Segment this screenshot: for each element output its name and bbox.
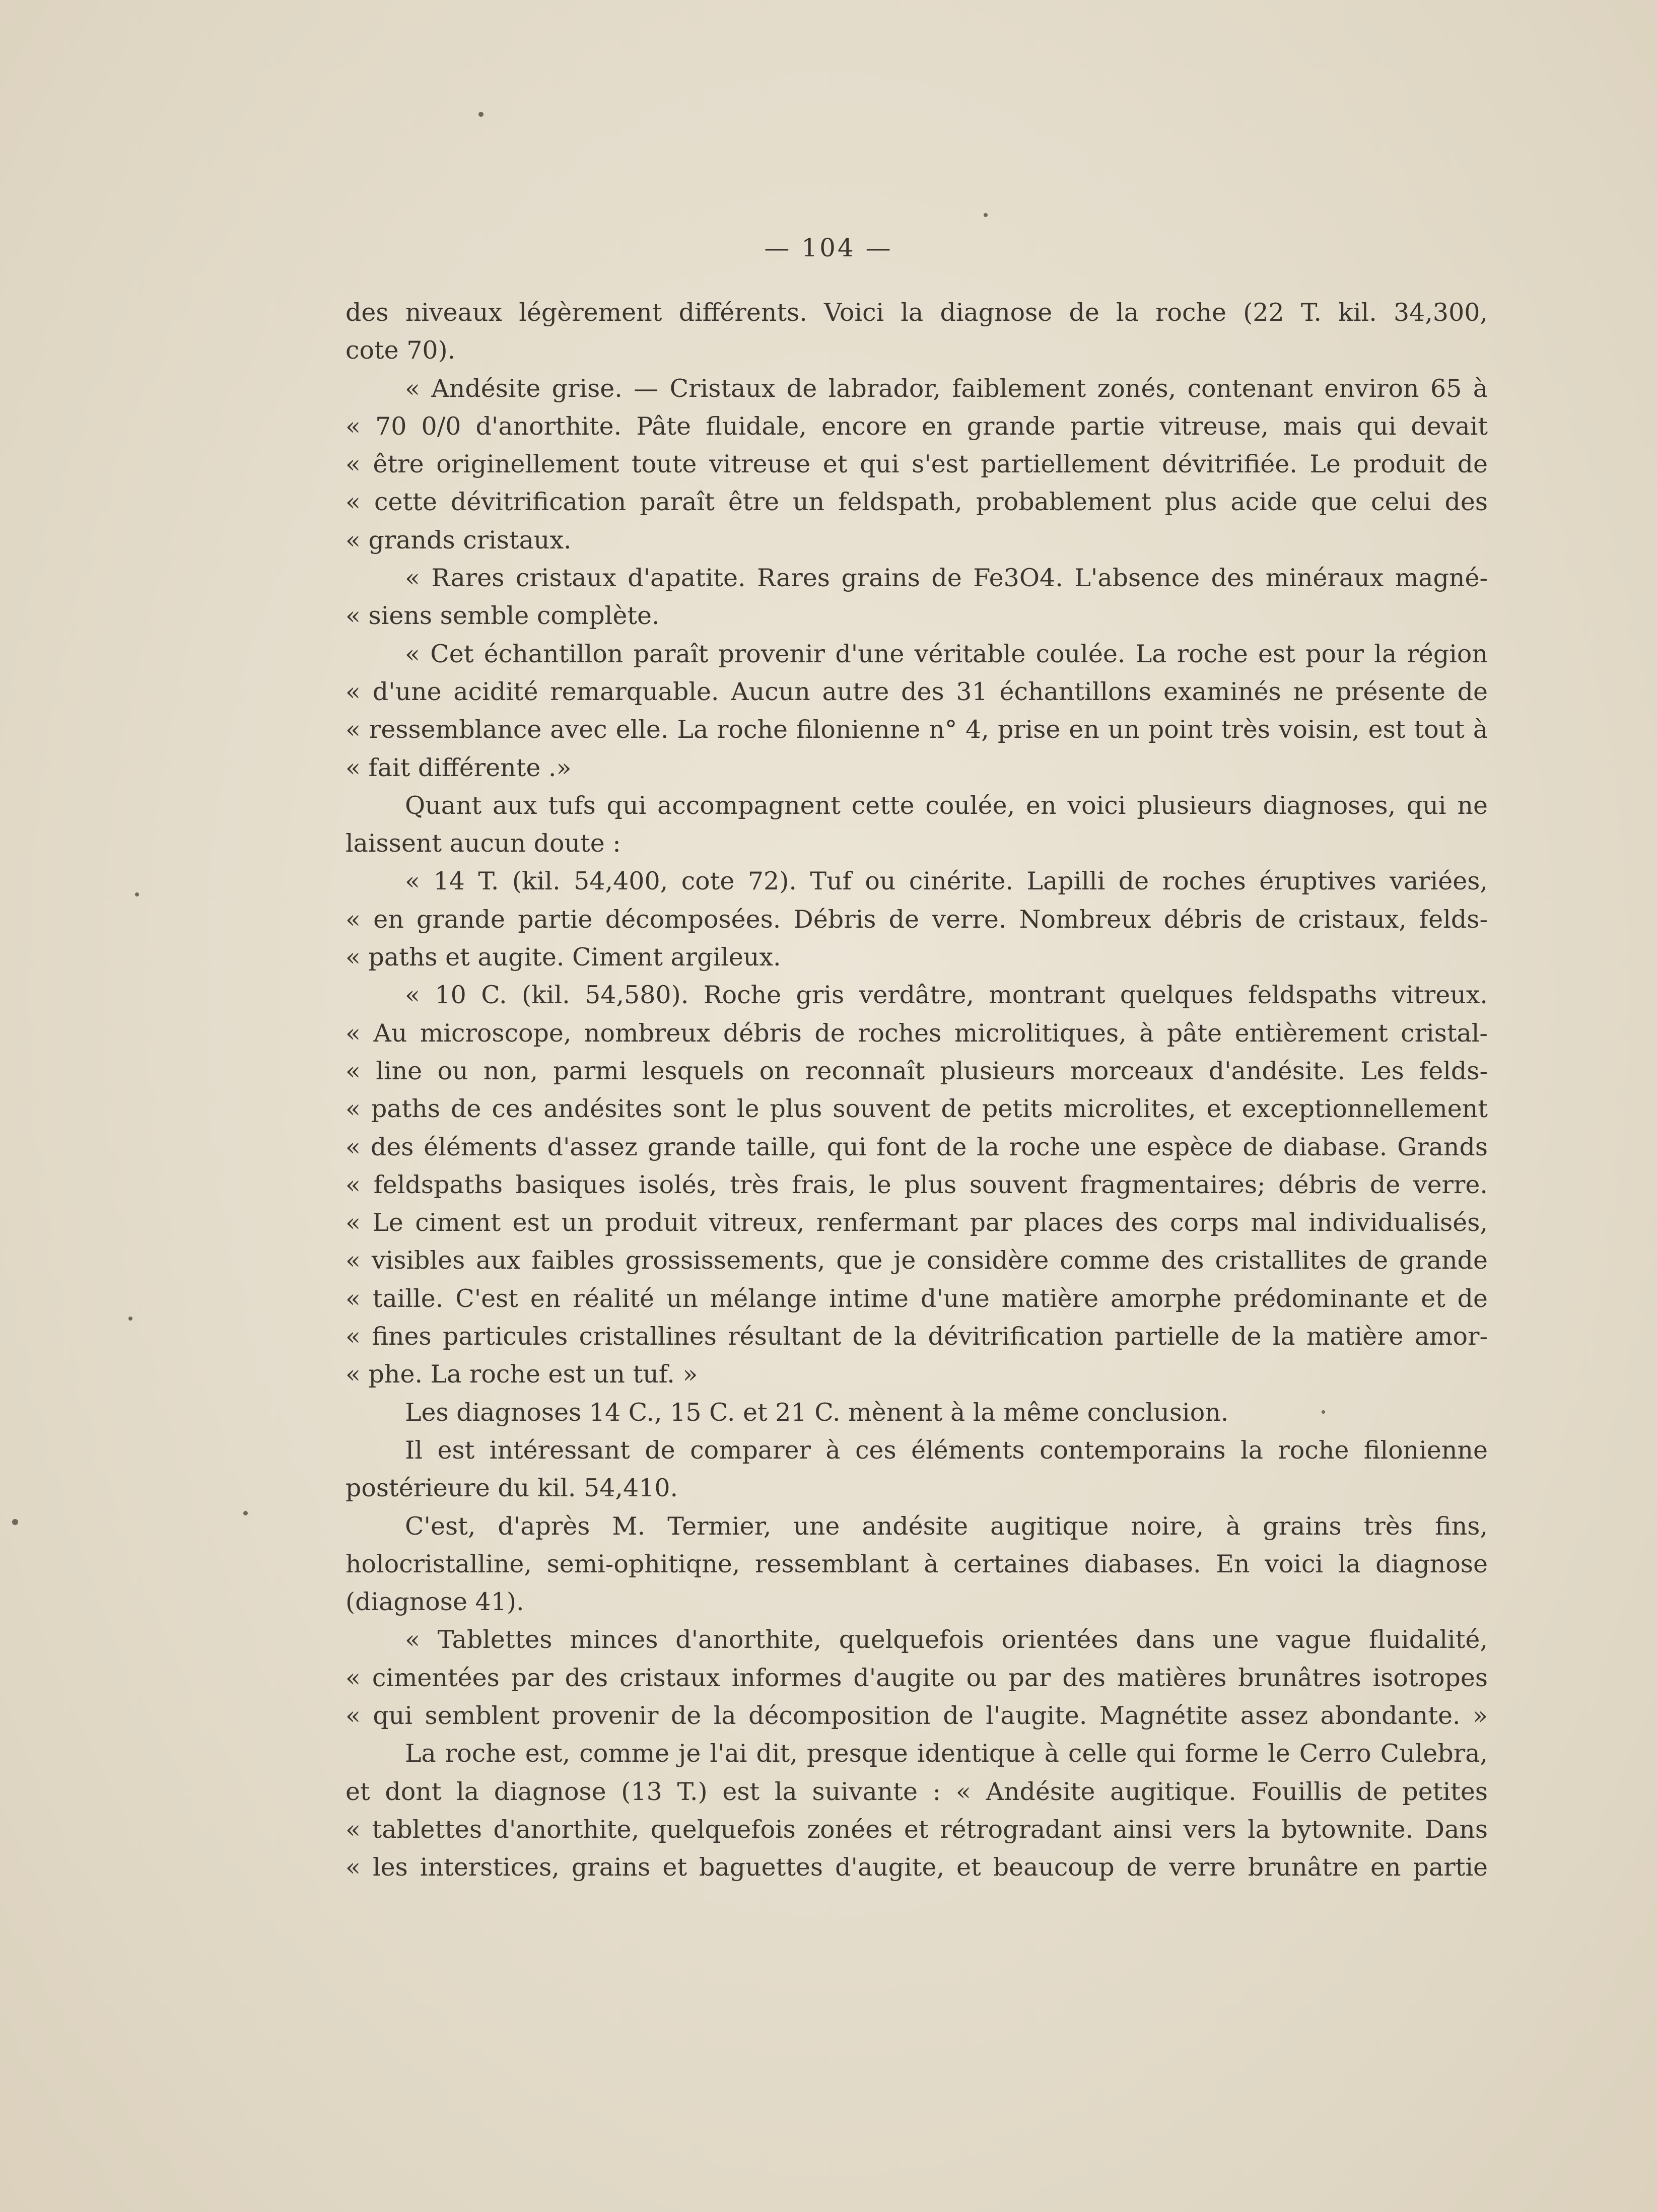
text-line: « cimentées par des cristaux informes d'augite ou par des matières brunâtres isotropes: [346, 1663, 1488, 1692]
paper-speck: [478, 112, 484, 117]
paper-speck: [135, 892, 139, 896]
text-line: « d'une acidité remarquable. Aucun autre des 31 échantillons examinés ne présente de: [346, 677, 1488, 706]
paper-speck: [984, 213, 988, 217]
text-line: « line ou non, parmi lesquels on reconnaît plusieurs morceaux d'andésite. Les felds-: [346, 1056, 1488, 1085]
text-line: « fines particules cristallines résultant de la dévitrification partielle de la matière amor-: [346, 1322, 1488, 1351]
text-line: « siens semble complète.: [346, 601, 660, 631]
text-line: « feldspaths basiques isolés, très frais, le plus souvent fragmentaires; débris de verre.: [346, 1170, 1488, 1199]
text-line: C'est, d'après M. Termier, une andésite augitique noire, à grains très fins,: [405, 1511, 1488, 1541]
text-line: « être originellement toute vitreuse et qui s'est partiellement dévitrifiée. Le produit de: [346, 450, 1488, 479]
text-line: Quant aux tufs qui accompagnent cette coulée, en voici plusieurs diagnoses, qui ne: [405, 791, 1488, 820]
paper-speck: [12, 1519, 18, 1525]
text-line: et dont la diagnose (13 T.) est la suivante : « Andésite augitique. Fouillis de petites: [346, 1777, 1488, 1806]
text-line: « Andésite grise. — Cristaux de labrador, faiblement zonés, contenant environ 65 à: [405, 374, 1488, 403]
text-line: « phe. La roche est un tuf. »: [346, 1360, 698, 1389]
text-line: holocristalline, semi-ophitiqne, ressemblant à certaines diabases. En voici la diagnose: [346, 1549, 1488, 1578]
text-line: « qui semblent provenir de la décomposition de l'augite. Magnétite assez abondante. »: [346, 1701, 1488, 1730]
text-line: « des éléments d'assez grande taille, qui font de la roche une espèce de diabase. Grands: [346, 1132, 1488, 1161]
text-line: « en grande partie décomposées. Débris de verre. Nombreux débris de cristaux, felds-: [346, 905, 1488, 934]
text-line: Les diagnoses 14 C., 15 C. et 21 C. mènent à la même conclusion.: [405, 1398, 1229, 1427]
text-line: des niveaux légèrement différents. Voici la diagnose de la roche (22 T. kil. 34,300,: [346, 298, 1488, 327]
text-line: « visibles aux faibles grossissements, que je considère comme des cristallites de grande: [346, 1246, 1488, 1275]
text-line: « Cet échantillon paraît provenir d'une véritable coulée. La roche est pour la région: [405, 639, 1488, 668]
text-line: « Tablettes minces d'anorthite, quelquefois orientées dans une vague fluidalité,: [405, 1625, 1488, 1654]
text-line: cote 70).: [346, 336, 456, 365]
text-line: Il est intéressant de comparer à ces éléments contemporains la roche filonienne: [405, 1435, 1488, 1465]
text-line: « 70 0/0 d'anorthite. Pâte fluidale, encore en grande partie vitreuse, mais qui devait: [346, 411, 1488, 441]
text-line: « taille. C'est en réalité un mélange intime d'une matière amorphe prédominante et de: [346, 1284, 1488, 1313]
text-line: postérieure du kil. 54,410.: [346, 1474, 678, 1503]
text-line: « grands cristaux.: [346, 525, 572, 555]
text-line: « paths et augite. Ciment argileux.: [346, 943, 781, 972]
text-line: (diagnose 41).: [346, 1587, 524, 1617]
text-line: « 10 C. (kil. 54,580). Roche gris verdâtre, montrant quelques feldspaths vitreux.: [405, 981, 1488, 1010]
text-line: La roche est, comme je l'ai dit, presque identique à celle qui forme le Cerro Culebra,: [405, 1739, 1488, 1768]
text-line: « Rares cristaux d'apatite. Rares grains de Fe3O4. L'absence des minéraux magné-: [405, 564, 1488, 593]
text-line: « 14 T. (kil. 54,400, cote 72). Tuf ou cinérite. Lapilli de roches éruptives variées,: [405, 867, 1488, 896]
body-text: [346, 294, 1488, 1886]
text-line: « ressemblance avec elle. La roche filonienne n° 4, prise en un point très voisin, est tout à: [346, 715, 1488, 744]
text-line: « paths de ces andésites sont le plus souvent de petits microlites, et exceptionnellement: [346, 1094, 1488, 1124]
text-line: « Le ciment est un produit vitreux, renfermant par places des corps mal individualisés,: [346, 1208, 1488, 1237]
page-number: — 104 —: [764, 233, 893, 262]
paper-speck: [128, 1317, 132, 1321]
text-line: « Au microscope, nombreux débris de roches microlitiques, à pâte entièrement cristal-: [346, 1018, 1488, 1048]
paper-speck: [1322, 1410, 1325, 1414]
text-line: « les interstices, grains et baguettes d'augite, et beaucoup de verre brunâtre en partie: [346, 1853, 1488, 1882]
text-line: laissent aucun doute :: [346, 829, 621, 858]
text-line: « cette dévitrification paraît être un feldspath, probablement plus acide que celui des: [346, 488, 1488, 517]
paper-speck: [243, 1511, 248, 1515]
text-line: « fait différente .»: [346, 753, 572, 782]
text-line: « tablettes d'anorthite, quelquefois zonées et rétrogradant ainsi vers la bytownite. Dans: [346, 1815, 1488, 1844]
